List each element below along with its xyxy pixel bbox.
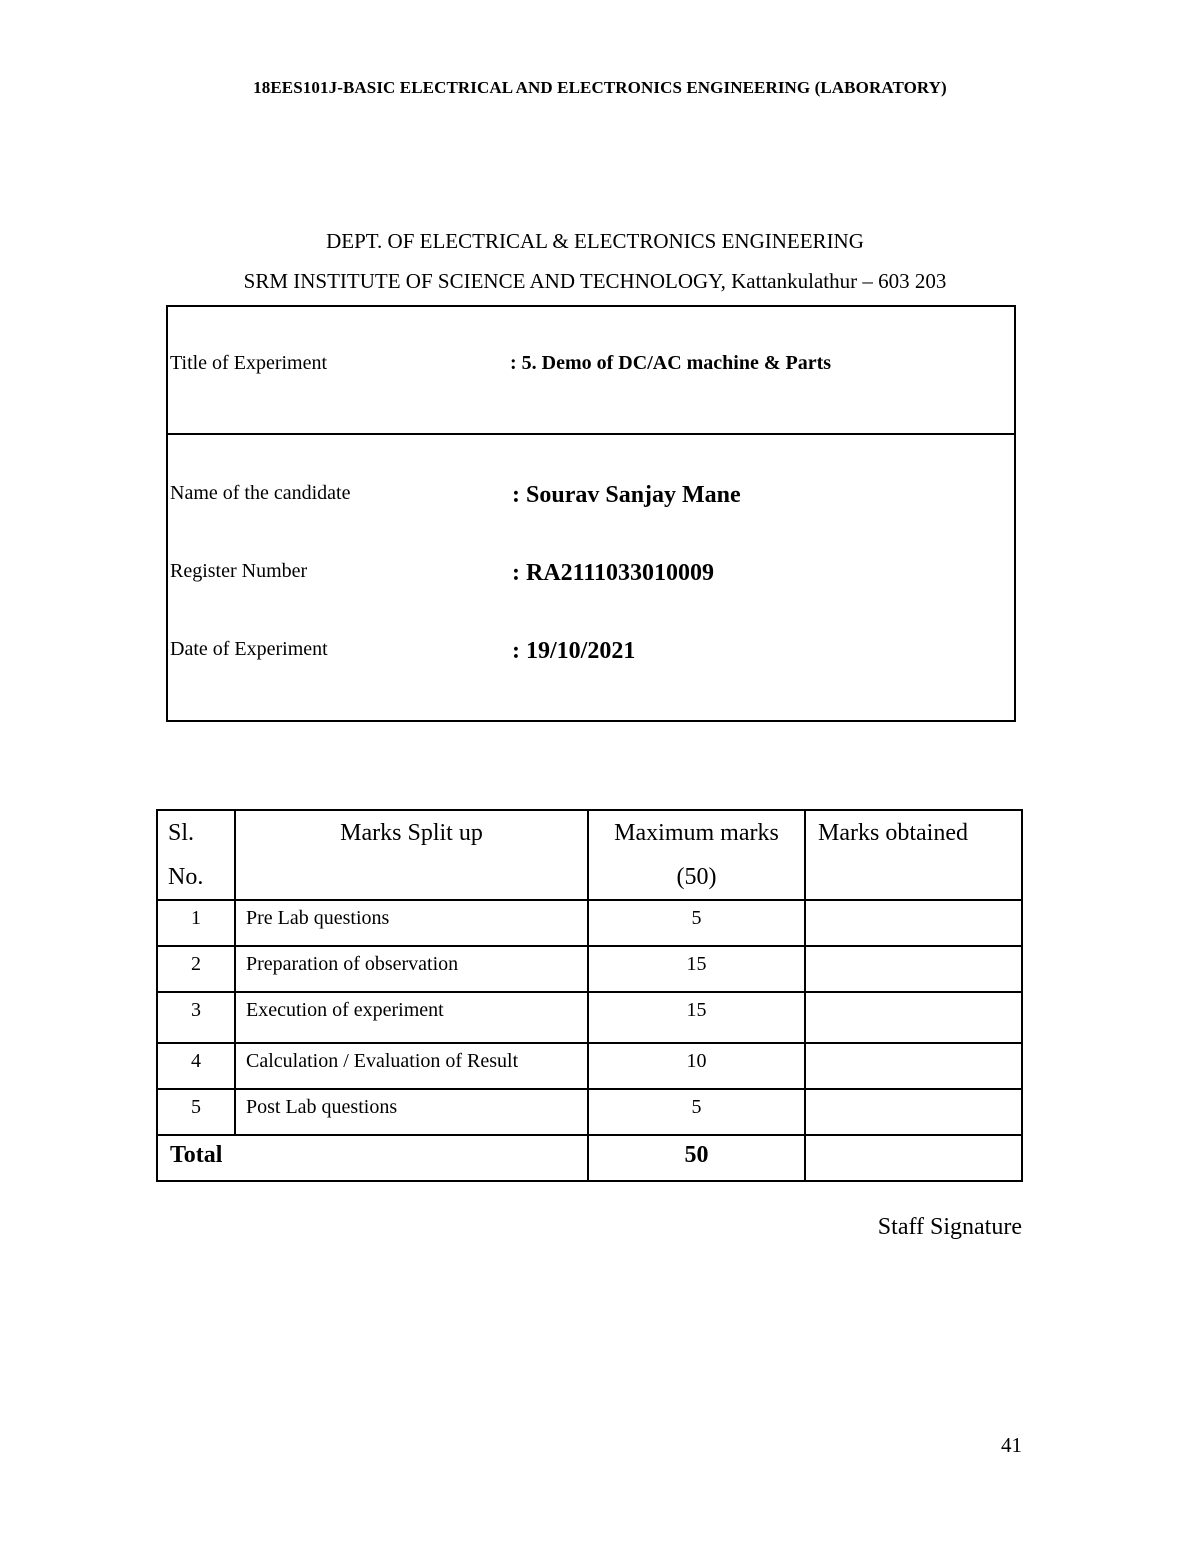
header-max-line2: (50)	[676, 864, 717, 890]
row-max-marks: 5	[588, 900, 805, 946]
experiment-info-box	[166, 305, 1016, 722]
info-box-divider	[168, 433, 1014, 435]
row-description: Preparation of observation	[235, 946, 588, 992]
table-row	[157, 946, 1022, 992]
header-sl-line1: Sl.	[168, 820, 195, 846]
row-marks-obtained	[805, 900, 1022, 946]
row-max-marks: 15	[588, 946, 805, 992]
row-marks-obtained	[805, 946, 1022, 992]
header-maximum-marks	[588, 810, 805, 900]
institute-name: SRM INSTITUTE OF SCIENCE AND TECHNOLOGY, Kattankulathur – 603 203	[243, 269, 947, 293]
register-number-label: Register Number	[170, 560, 308, 582]
title-of-experiment-label: Title of Experiment	[170, 352, 328, 374]
total-max-marks: 50	[588, 1135, 805, 1181]
date-of-experiment-value: : 19/10/2021	[512, 638, 636, 664]
total-marks-obtained	[805, 1135, 1022, 1181]
row-description: Post Lab questions	[235, 1089, 588, 1135]
header-sl-no	[157, 810, 235, 900]
header-marks-obtained: Marks obtained	[805, 810, 1022, 900]
table-row	[157, 1089, 1022, 1135]
row-sl: 1	[157, 900, 235, 946]
header-max-line1: Maximum marks	[614, 820, 779, 846]
marks-table	[156, 809, 1023, 1182]
header-sl-line2: No.	[168, 864, 204, 890]
total-row	[157, 1135, 1022, 1181]
candidate-name-value: : Sourav Sanjay Mane	[512, 482, 741, 508]
row-marks-obtained	[805, 1089, 1022, 1135]
row-marks-obtained	[805, 992, 1022, 1043]
header-marks-split: Marks Split up	[235, 810, 588, 900]
row-max-marks: 5	[588, 1089, 805, 1135]
department-name: DEPT. OF ELECTRICAL & ELECTRONICS ENGINEERING	[326, 229, 864, 253]
course-header: 18EES101J-BASIC ELECTRICAL AND ELECTRONICS ENGINEERING (LABORATORY)	[253, 78, 947, 97]
row-description: Pre Lab questions	[235, 900, 588, 946]
row-max-marks: 15	[588, 992, 805, 1043]
row-sl: 4	[157, 1043, 235, 1089]
candidate-name-label: Name of the candidate	[170, 482, 351, 504]
page-number: 41	[1001, 1433, 1022, 1457]
row-sl: 3	[157, 992, 235, 1043]
row-description: Calculation / Evaluation of Result	[235, 1043, 588, 1089]
table-row	[157, 992, 1022, 1043]
title-of-experiment-value: : 5. Demo of DC/AC machine & Parts	[510, 352, 832, 374]
marks-table-header-row	[157, 810, 1022, 900]
row-max-marks: 10	[588, 1043, 805, 1089]
row-marks-obtained	[805, 1043, 1022, 1089]
row-sl: 5	[157, 1089, 235, 1135]
row-sl: 2	[157, 946, 235, 992]
date-of-experiment-label: Date of Experiment	[170, 638, 328, 660]
table-row	[157, 1043, 1022, 1089]
total-label: Total	[157, 1135, 588, 1181]
register-number-value: : RA2111033010009	[512, 560, 715, 586]
staff-signature-label: Staff Signature	[877, 1214, 1022, 1240]
row-description: Execution of experiment	[235, 992, 588, 1043]
table-row	[157, 900, 1022, 946]
